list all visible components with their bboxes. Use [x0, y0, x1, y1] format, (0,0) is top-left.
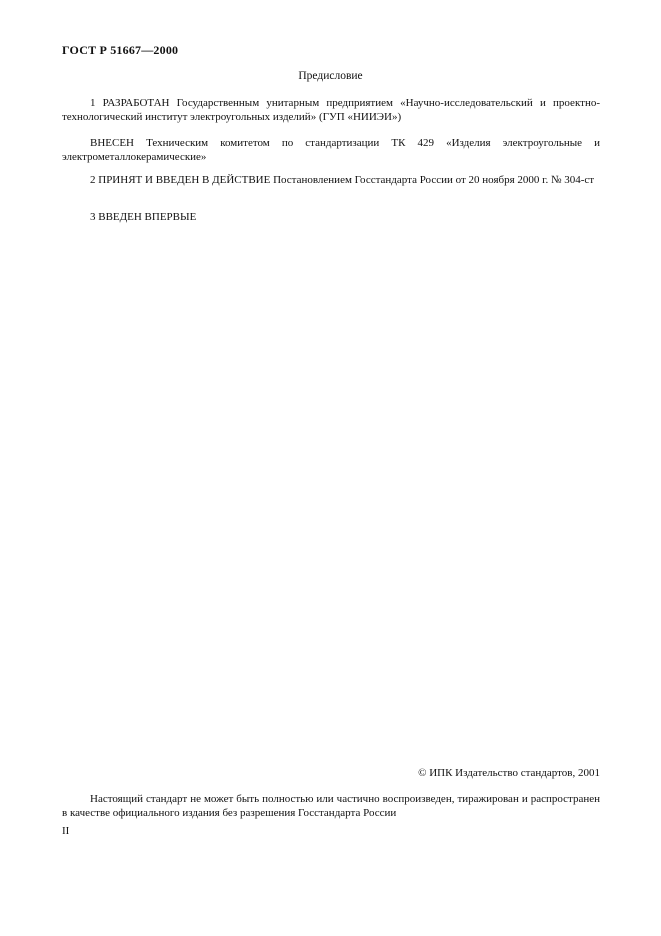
standard-code: ГОСТ Р 51667—2000	[62, 43, 179, 57]
preface-paragraph-first-time: 3 ВВЕДЕН ВПЕРВЫЕ	[90, 211, 197, 223]
preface-paragraph-adopted: 2 ПРИНЯТ И ВВЕДЕН В ДЕЙСТВИЕ Постановлением Госстандарта России от 20 ноября 2000 г. № 304-ст	[90, 174, 595, 186]
copyright-line: © ИПК Издательство стандартов, 2001	[418, 767, 600, 779]
preface-paragraph-developed: 1 РАЗРАБОТАН Государственным унитарным предприятием «Научно-исследовательский и проектно-технологический институт электроугольных изделий» (ГУП «НИИЭИ»)	[62, 97, 600, 123]
preface-title: Предисловие	[298, 70, 363, 82]
reproduction-notice: Настоящий стандарт не может быть полностью или частично воспроизведен, тиражирован и распространен в качестве официального издания без разрешения Госстандарта России	[62, 793, 600, 819]
page-number: II	[62, 825, 70, 837]
preface-paragraph-introduced: ВНЕСЕН Техническим комитетом по стандартизации ТК 429 «Изделия электроугольные и электрометаллокерамические»	[62, 137, 600, 163]
